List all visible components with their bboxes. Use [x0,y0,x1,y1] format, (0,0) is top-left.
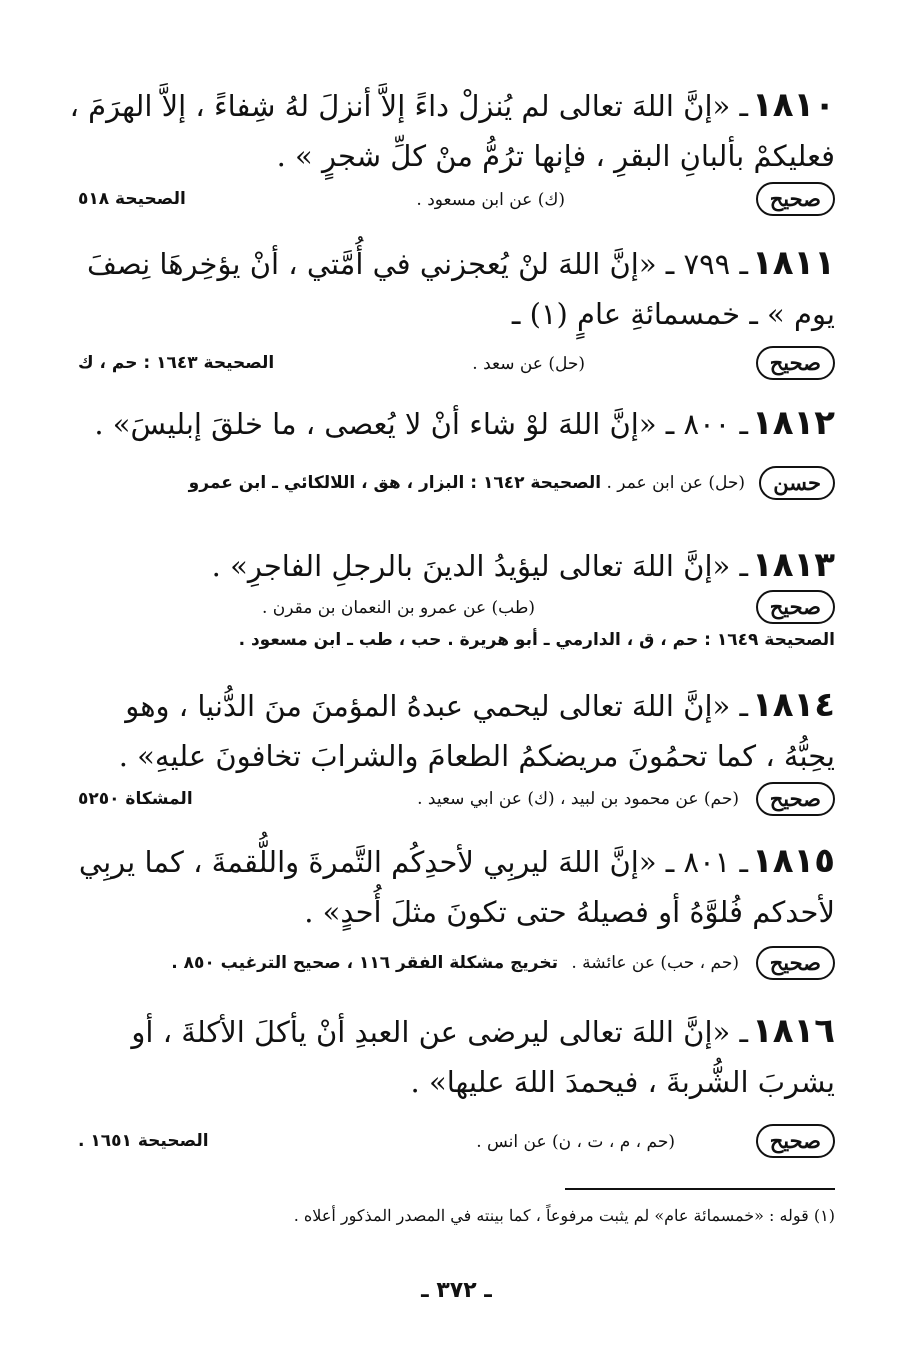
hadith-number: ١٨١٢ [751,403,835,443]
hadith-line: يحِبُّهُ ، كما تحمُونَ مريضكمُ الطعامَ والشرابَ تخافونَ عليهِ» . [118,739,835,773]
hadith-1816 [78,1006,835,1107]
hadith-1810 [69,80,835,181]
reference-1810 [78,182,835,218]
hadith-number: ١٨١٤ [751,685,835,725]
citation-text: الصحيحة ٥١٨ [78,189,186,209]
hadith-1815 [78,836,835,937]
grade-badge: صحيح [756,182,835,216]
hadith-1812 [78,398,835,449]
citation-text: الصحيحة ١٦٥١ . [78,1131,209,1151]
reference-1816 [78,1124,835,1160]
source-text: (طب) عن عمرو بن النعمان بن مقرن . [261,598,535,618]
hadith-number: ١٨١١ [751,243,835,283]
grade-badge: صحيح [756,1124,835,1158]
citation-text: الصحيحة ١٦٤٢ : البزار ، هق ، اللالكائي ـ ابن عمرو [188,473,602,493]
grade-badge: صحيح [756,782,835,816]
grade-badge: صحيح [756,946,835,980]
reference-1813 [78,590,835,626]
hadith-line: لأحدكم فُلوَّهُ أو فصيلهُ حتى تكونَ مثلَ أُحدٍ» . [304,895,835,929]
hadith-line: يوم » ـ خمسمائةِ عامٍ (١) ـ [511,297,835,331]
hadith-line: فعليكمْ بألبانِ البقرِ ، فإنها ترُمُّ منْ كلِّ شجرٍ » . [276,139,835,173]
source-text: (حم) عن محمود بن لبيد ، (ك) عن ابي سعيد . [417,789,739,809]
hadith-line: يشربَ الشُّربةَ ، فيحمدَ اللهَ عليها» . [410,1065,835,1099]
hadith-line: ١٨١٦ـ «إنَّ اللهَ تعالى ليرضى عن العبدِ أنْ يأكلَ الأكلةَ ، أو [131,1011,835,1051]
citation-text: المشكاة ٥٢٥٠ [78,789,193,809]
hadith-line: ١٨١٥ـ ٨٠١ ـ «إنَّ اللهَ ليربِي لأحدِكُم التَّمرةَ واللُّقمةَ ، كما يربِي [78,841,835,881]
hadith-number: ١٨١٦ [751,1011,835,1051]
hadith-1814 [78,680,835,781]
reference-1812 [78,466,835,502]
hadith-line: ١٨١١ـ ٧٩٩ ـ «إنَّ اللهَ لنْ يُعجزني في أُمَّتي ، أنْ يؤخِرهَا نِصفَ [86,243,835,283]
footnote-divider [565,1188,835,1190]
grade-badge: صحيح [756,346,835,380]
reference-1814 [78,782,835,818]
grade-badge: حسن [759,466,835,500]
hadith-line: ١٨١٢ـ ٨٠٠ ـ «إنَّ اللهَ لوْ شاء أنْ لا يُعصى ، ما خلقَ إبليسَ» . [94,403,835,443]
hadith-number: ١٨١٠ [751,85,835,125]
source-text: (ك) عن ابن مسعود . [416,190,565,210]
source-text: (حل) عن ابن عمر . [606,473,745,493]
page-number: ـ ٣٧٢ ـ [421,1278,492,1303]
reference-1815 [78,946,835,982]
citation-text: الصحيحة ١٦٤٩ : حم ، ق ، الدارمي ـ أبو هريرة . حب ، طب ـ ابن مسعود . [238,630,835,650]
source-text: (حل) عن سعد . [472,354,585,374]
source-text: (حم ، م ، ت ، ن) عن انس . [476,1132,675,1152]
hadith-line: ١٨١٣ـ «إنَّ اللهَ تعالى ليؤيدُ الدينَ بالرجلِ الفاجرِ» . [211,545,835,585]
reference-1811 [78,346,835,382]
hadith-number: ١٨١٣ [751,545,835,585]
hadith-number: ١٨١٥ [751,841,835,881]
hadith-line: ١٨١٠ـ «إنَّ اللهَ تعالى لم يُنزلْ داءً إلاَّ أنزلَ لهُ شِفاءً ، إلاَّ الهرَمَ ، [69,85,835,125]
grade-badge: صحيح [756,590,835,624]
hadith-line: ١٨١٤ـ «إنَّ اللهَ تعالى ليحمي عبدهُ المؤمنَ منَ الدُّنيا ، وهو [125,685,835,725]
hadith-1811 [78,238,835,339]
hadith-1813 [78,540,835,591]
source-text: (حم ، حب) عن عائشة . [571,953,739,973]
footnote: (١) قوله : «خمسمائة عام» لم يثبت مرفوعاً ، كما بينته في المصدر المذكور أعلاه . [293,1206,835,1225]
citation-text: الصحيحة ١٦٤٣ : حم ، ك [78,353,275,373]
citation-text: تخريج مشكلة الفقر ١١٦ ، صحيح الترغيب ٨٥٠ . [171,953,558,973]
